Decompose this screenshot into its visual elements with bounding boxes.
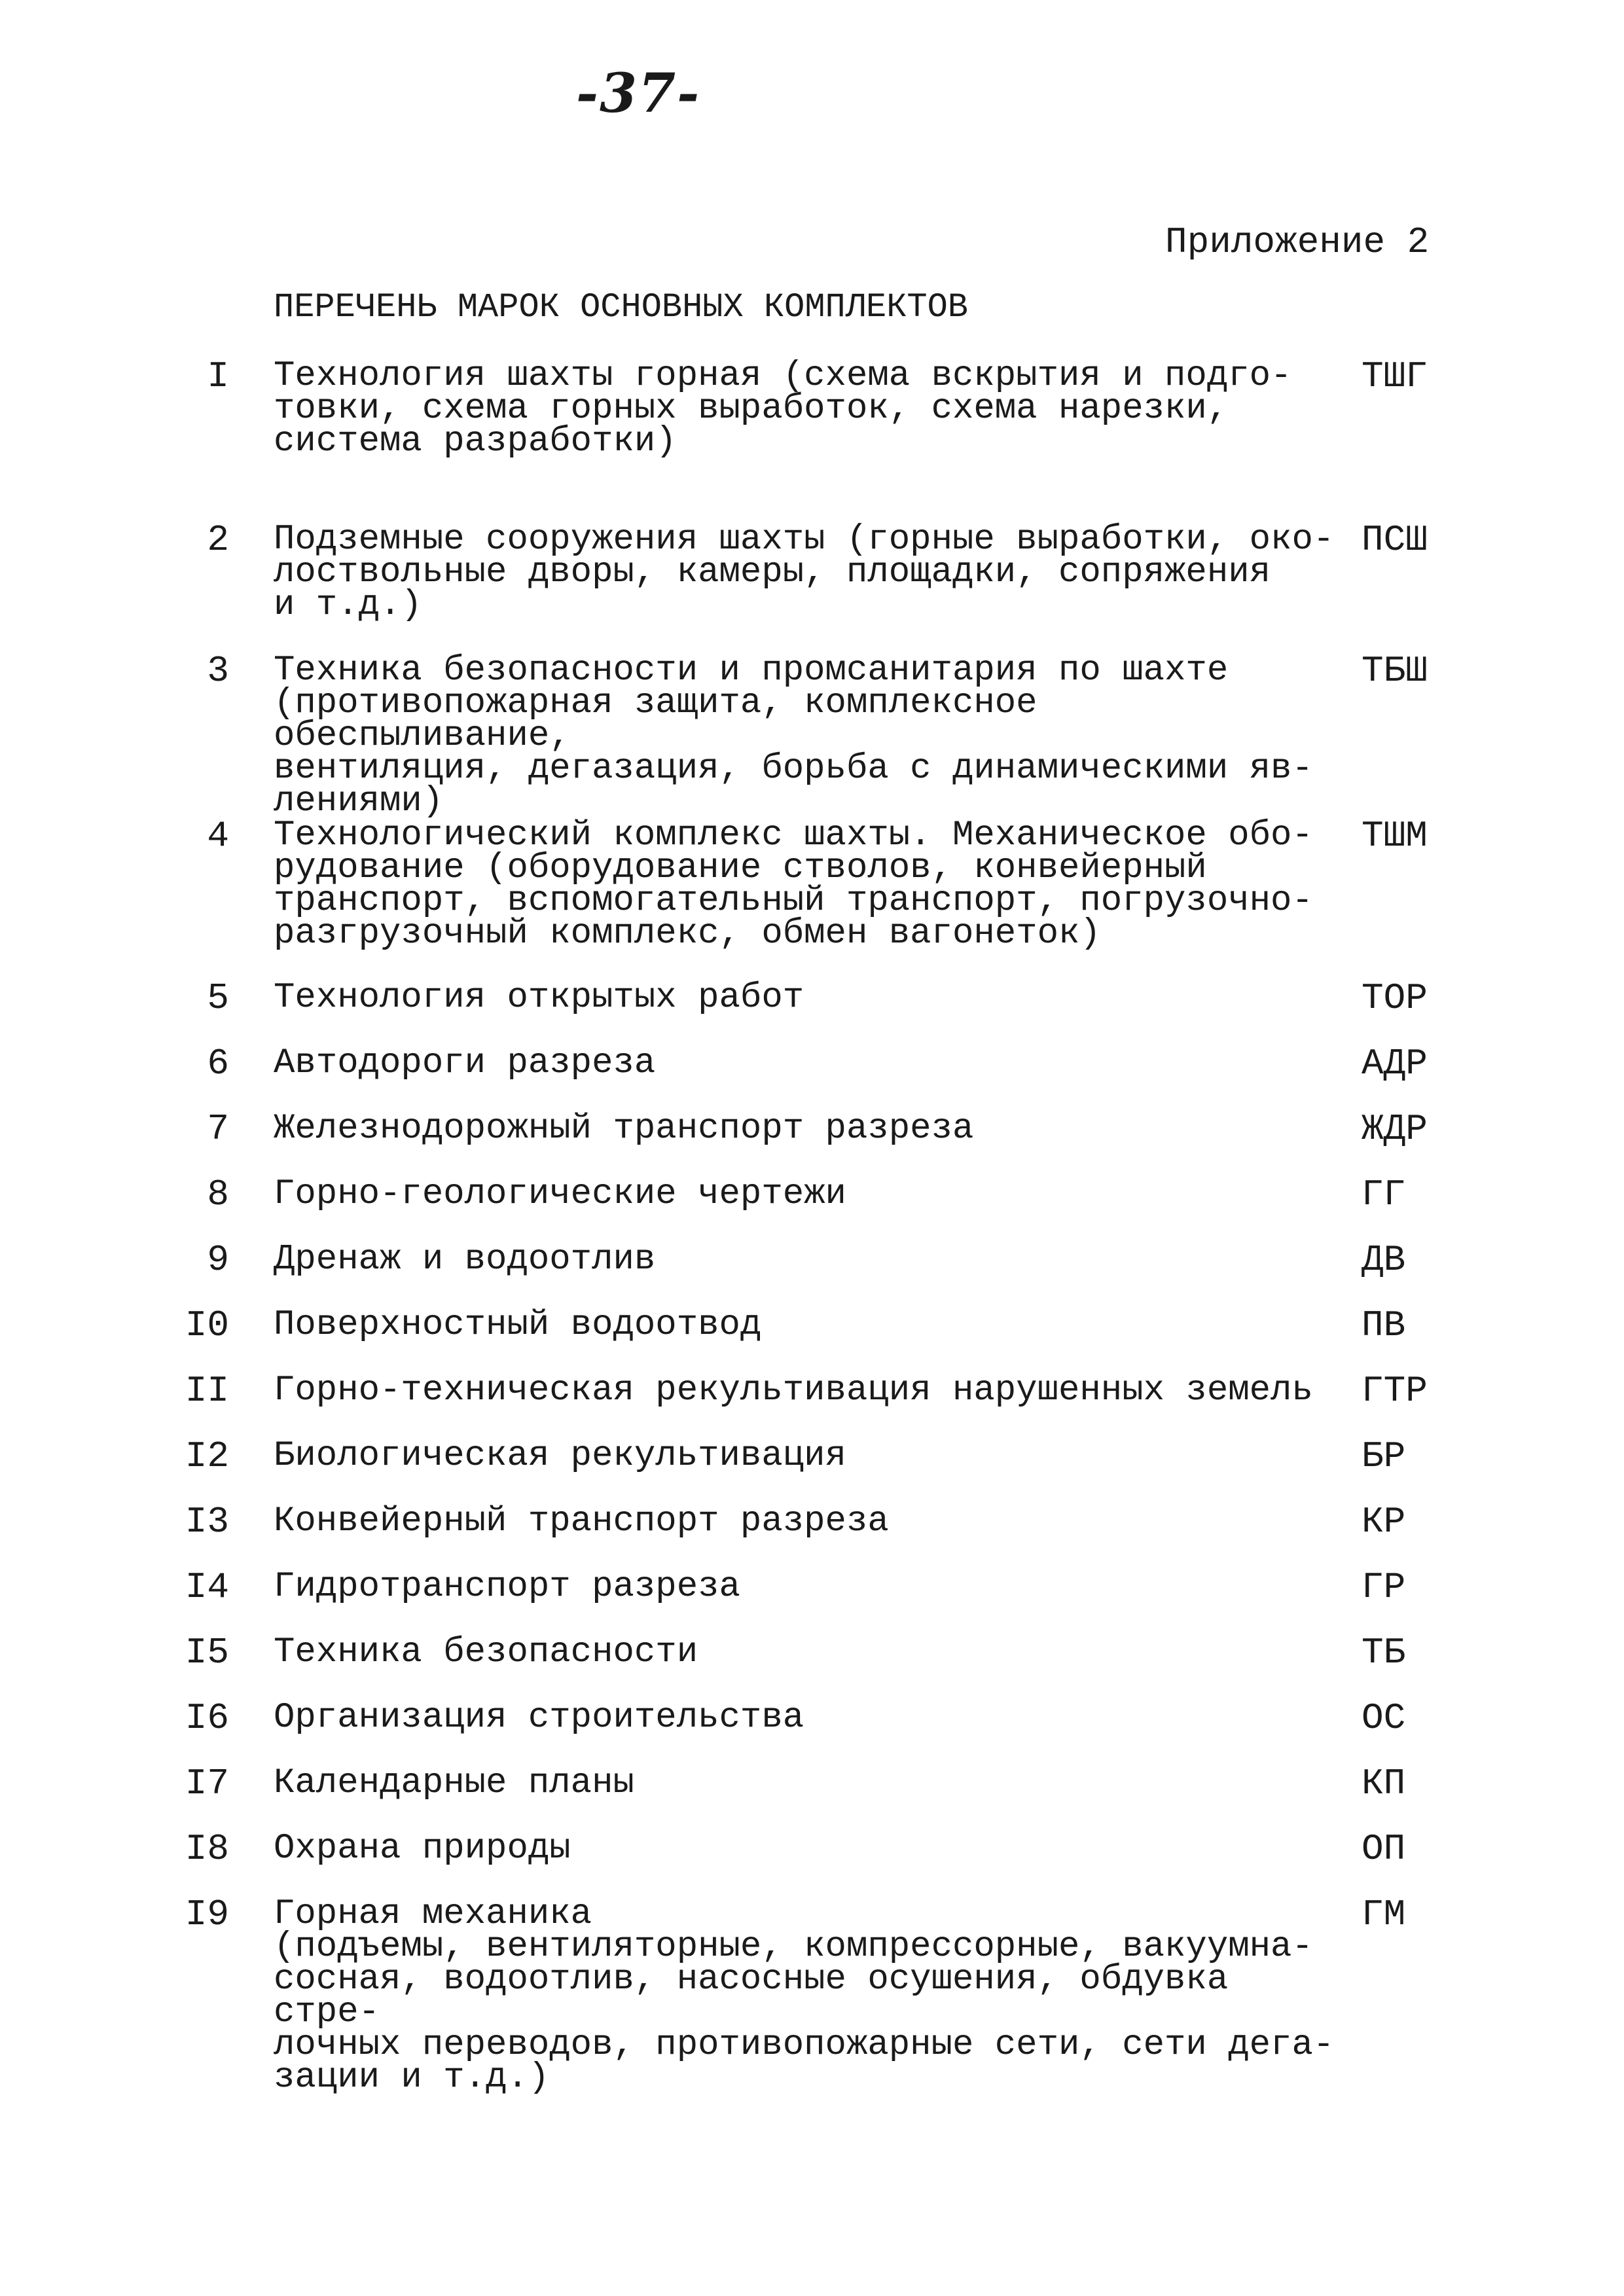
entry-text: Биологическая рекультивация [274, 1436, 846, 1476]
entry-text: Техника безопасности [274, 1632, 698, 1672]
entry-text: Техника безопасности и промсанитария по шахте (противопожарная защита, комплексное обеспыливание, вентиляция, дегазация, борьба с динамическими яв- лениями) [274, 651, 1313, 821]
entry-number: I2 [185, 1435, 229, 1477]
entry-code: ГГ [1362, 1174, 1406, 1215]
entry-code: БР [1362, 1435, 1406, 1477]
entry-code: ТБ [1362, 1632, 1406, 1674]
entry-text: Подземные сооружения шахты (горные выработки, око- лоствольные дворы, камеры, площадки, сопряжения и т.д.) [274, 520, 1335, 625]
entry-code: ОП [1362, 1828, 1406, 1870]
list-title: ПЕРЕЧЕНЬ МАРОК ОСНОВНЫХ КОМПЛЕКТОВ [274, 288, 968, 327]
entry-text: Календарные планы [274, 1763, 634, 1803]
entry-number: 7 [207, 1108, 229, 1150]
entry-number: I3 [185, 1501, 229, 1543]
entry-text: Гидротранспорт разреза [274, 1567, 740, 1607]
entry-number: 9 [207, 1239, 229, 1281]
entry-number: 2 [207, 519, 229, 561]
entry-text: Организация строительства [274, 1698, 804, 1738]
entry-text: Технологический комплекс шахты. Механическое обо- рудование (оборудование стволов, конвейерный транспорт, вспомогательный транспорт, погрузочно- разгрузочный комплекс, обмен вагонеток) [274, 816, 1313, 954]
entry-code: ТШМ [1362, 815, 1428, 857]
entry-number: 6 [207, 1043, 229, 1085]
entry-number: 5 [207, 977, 229, 1019]
entry-text: Горно-геологические чертежи [274, 1174, 846, 1214]
appendix-label: Приложение 2 [1165, 221, 1430, 263]
entry-number: I0 [185, 1304, 229, 1346]
entry-number: II [185, 1370, 229, 1412]
entry-text: Горно-техническая рекультивация нарушенных земель [274, 1371, 1313, 1410]
entry-number: I [207, 355, 229, 397]
entry-number: I7 [185, 1763, 229, 1804]
entry-text: Железнодорожный транспорт разреза [274, 1109, 974, 1149]
entry-number: I4 [185, 1566, 229, 1608]
entry-text: Технология шахты горная (схема вскрытия и подго- товки, схема горных выработок, схема нарезки, система разработки) [274, 356, 1292, 461]
entry-text: Технология открытых работ [274, 978, 804, 1018]
entry-number: 8 [207, 1174, 229, 1215]
entry-text: Горная механика (подъемы, вентиляторные, компрессорные, вакуумна- сосная, водоотлив, насосные осушения, обдувка стре- лочных переводов, противопожарные сети, сети дега- зации и т.д.) [274, 1894, 1335, 2098]
entry-code: ГМ [1362, 1893, 1406, 1935]
entry-code: ПВ [1362, 1304, 1406, 1346]
entry-code: ГТР [1362, 1370, 1428, 1412]
entry-text: Автодороги разреза [274, 1043, 656, 1083]
entry-code: ЖДР [1362, 1108, 1428, 1150]
entry-number: 4 [207, 815, 229, 857]
entry-code: ОС [1362, 1697, 1406, 1739]
entry-code: ТБШ [1362, 650, 1428, 692]
entry-code: ПСШ [1362, 519, 1428, 561]
entry-code: КП [1362, 1763, 1406, 1804]
entry-code: ТОР [1362, 977, 1428, 1019]
entry-code: ТШГ [1362, 355, 1428, 397]
entry-code: ГР [1362, 1566, 1406, 1608]
entry-number: I5 [185, 1632, 229, 1674]
entry-text: Конвейерный транспорт разреза [274, 1501, 889, 1541]
entry-number: I9 [185, 1893, 229, 1935]
entry-code: КР [1362, 1501, 1406, 1543]
entry-code: ДВ [1362, 1239, 1406, 1281]
entry-text: Поверхностный водоотвод [274, 1305, 762, 1345]
entry-number: 3 [207, 650, 229, 692]
entry-code: АДР [1362, 1043, 1428, 1085]
entry-number: I6 [185, 1697, 229, 1739]
entry-text: Дренаж и водоотлив [274, 1240, 656, 1280]
page-number: -37- [576, 62, 701, 125]
entry-number: I8 [185, 1828, 229, 1870]
entry-text: Охрана природы [274, 1829, 571, 1869]
